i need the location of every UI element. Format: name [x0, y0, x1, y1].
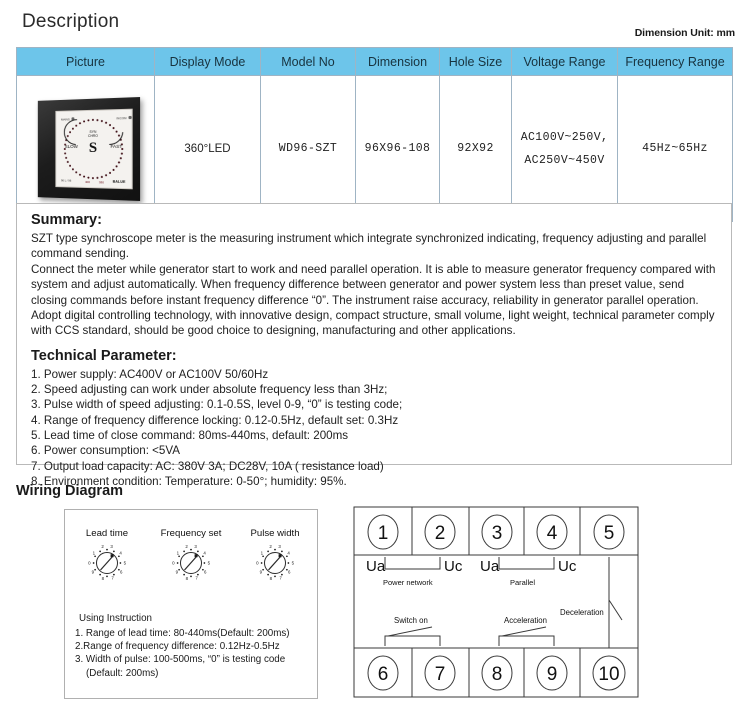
column-header-display-mode: Display Mode [155, 48, 261, 76]
meter-sync-bottom: CHRO [87, 133, 98, 138]
meter-scale-right: 380 [98, 179, 104, 184]
meter-fast-label: FAST [109, 143, 122, 149]
page-title: Description [22, 11, 120, 32]
summary-paragraph-2: Connect the meter while generator start to work and need parallel operation. It is able to measure generator frequency compared with system and adjust automatically. When frequency difference between generator and power system less than preset value, send closing commands before instant frequency difference “0”. The instrument raise accuracy, reliability in generator parallel operation. Adopt digital controlling technology, with innovative design, compact structure, small volume, light weight, technical parameter comply with CCS standard, should be good choice to designing, manufacturing and other applications. [31, 262, 716, 338]
technical-item: 5. Lead time of close command: 80ms-440ms, default: 200ms [31, 429, 349, 443]
terminal-number: 5 [603, 523, 615, 544]
svg-text:6: 6 [119, 569, 123, 575]
meter-body [37, 97, 139, 201]
meter-sync-top: SYN [88, 129, 96, 134]
svg-text:0: 0 [88, 560, 91, 566]
label-acceleration: Acceleration [504, 616, 547, 625]
svg-text:5: 5 [207, 560, 211, 566]
terminal-diagram [352, 505, 640, 701]
meter-dot [68, 164, 70, 167]
meter-dot [100, 175, 103, 178]
meter-sync-label [56, 129, 131, 138]
technical-heading: Technical Parameter: [31, 347, 177, 364]
svg-text:7: 7 [111, 575, 114, 581]
summary-heading: Summary: [31, 212, 102, 228]
meter-dot [117, 161, 120, 164]
label-deceleration: Deceleration [560, 608, 604, 617]
using-instruction-item: (Default: 200ms) [86, 667, 159, 679]
meter-dot [104, 173, 107, 176]
summary-paragraph-1: SZT type synchroscope meter is the measuring instrument which integrate synchronized indicating, frequency adjusting and parallel command sending. [31, 232, 707, 261]
meter-dot [115, 165, 118, 168]
meter-dot [91, 118, 94, 121]
terminal-number: 7 [434, 664, 446, 685]
label-uc-power: Uc [444, 558, 463, 575]
meter-center-letter: S [88, 139, 97, 156]
label-ua-parallel: Ua [480, 558, 500, 575]
svg-text:3: 3 [194, 544, 197, 549]
wiring-diagram-heading: Wiring Diagram [16, 483, 124, 499]
label-power-network: Power network [383, 578, 433, 587]
terminal-number: 3 [491, 523, 503, 544]
dial-lead-time-label: Lead time [85, 528, 129, 539]
summary-technical-box [16, 203, 732, 488]
svg-text:8: 8 [101, 575, 105, 581]
svg-text:2: 2 [185, 544, 188, 549]
svg-text:3: 3 [110, 544, 113, 549]
meter-slow-label: SLOW [64, 143, 78, 149]
svg-text:8: 8 [185, 575, 189, 581]
cell-dimension: 96X96-108 [356, 76, 440, 222]
column-header-frequency-range: Frequency Range [618, 48, 733, 76]
meter-dot [87, 119, 90, 122]
svg-text:0: 0 [256, 560, 259, 566]
cell-picture [17, 76, 155, 222]
technical-item: 1. Power supply: AC400V or AC100V 50/60Hz [31, 367, 269, 381]
label-uc-parallel: Uc [558, 558, 577, 575]
technical-item: 2. Speed adjusting can work under absolute frequency less than 3Hz; [31, 383, 388, 397]
svg-text:5: 5 [123, 560, 127, 566]
table-header-row [17, 48, 733, 76]
svg-text:6: 6 [203, 569, 207, 575]
using-instruction-item: 2.Range of frequency difference: 0.12Hz-0.5Hz [75, 641, 280, 653]
column-header-voltage-range: Voltage Range [512, 48, 618, 76]
cell-voltage-range [512, 76, 618, 222]
terminal-number: 8 [491, 664, 503, 685]
svg-text:6: 6 [287, 569, 291, 575]
label-ua-power: Ua [366, 558, 386, 575]
column-header-model-no: Model No [261, 48, 356, 76]
svg-text:9: 9 [175, 569, 179, 575]
svg-text:8: 8 [269, 575, 273, 581]
terminal-number: 10 [598, 664, 620, 685]
meter-brand-logo: BALUE [112, 179, 125, 184]
dial-lead-time [70, 528, 144, 584]
meter-dot [82, 175, 85, 178]
terminal-number: 1 [377, 523, 389, 544]
using-instruction-item: 3. Width of pulse: 100-500ms, “0” is testing code [75, 654, 286, 666]
technical-item: 6. Power consumption: <5VA [31, 444, 180, 458]
label-parallel: Parallel [510, 578, 536, 587]
svg-text:2: 2 [101, 544, 104, 549]
meter-face [55, 108, 132, 189]
svg-text:2: 2 [269, 544, 272, 549]
synchroscope-meter-image [27, 93, 145, 205]
svg-text:1: 1 [92, 550, 96, 556]
rotary-knob-icon [164, 542, 218, 584]
svg-text:9: 9 [259, 569, 263, 575]
voltage-range-line-1: AC100V~250V, [520, 130, 609, 144]
dial-frequency-set [154, 528, 228, 584]
meter-dot [71, 167, 73, 170]
technical-item: 8. Environment condition: Temperature: 0-50°; humidity: 95%. [31, 474, 347, 488]
label-switch-on: Switch on [394, 616, 428, 625]
meter-dot [96, 118, 99, 121]
svg-text:7: 7 [279, 575, 282, 581]
svg-text:7: 7 [195, 575, 198, 581]
svg-text:9: 9 [91, 569, 95, 575]
column-header-picture: Picture [17, 48, 155, 76]
dials-row [65, 528, 317, 584]
technical-item: 3. Pulse width of speed adjusting: 0.1-0.5S, level 0-9, “0” is testing code; [31, 398, 403, 412]
svg-text:4: 4 [119, 550, 122, 556]
terminal-number: 2 [434, 523, 446, 544]
using-instruction-title: Using Instruction [79, 613, 152, 624]
cell-model-no: WD96-SZT [261, 76, 356, 222]
terminal-number: 6 [377, 664, 389, 685]
terminal-wiring-panel [352, 505, 640, 701]
meter-dot [66, 160, 68, 163]
svg-text:3: 3 [278, 544, 281, 549]
dial-pulse-width-label: Pulse width [250, 528, 300, 539]
meter-dot [74, 170, 77, 173]
rotary-knob-icon [248, 542, 302, 584]
svg-text:0: 0 [172, 560, 175, 566]
meter-dot [112, 168, 115, 171]
meter-dot [96, 176, 99, 179]
svg-text:4: 4 [203, 550, 206, 556]
using-instruction-item: 1. Range of lead time: 80-440ms(Default: 200ms) [75, 628, 290, 639]
column-header-dimension: Dimension [356, 48, 440, 76]
dimension-unit-note: Dimension Unit: mm [634, 27, 735, 39]
dial-pulse-width [238, 528, 312, 584]
meter-model-tag: 96 L / 96 [60, 177, 71, 183]
terminal-number: 9 [546, 664, 558, 685]
rotary-knob-icon [80, 542, 134, 584]
meter-dot [78, 173, 81, 176]
technical-parameter-list [31, 367, 719, 489]
meter-dot [108, 171, 111, 174]
dial-frequency-set-label: Frequency set [160, 528, 222, 539]
meter-dot [91, 176, 94, 179]
dial-settings-panel [64, 509, 318, 699]
table-row [17, 76, 733, 222]
using-instruction-list [75, 627, 311, 680]
meter-lamp-right-label: INCOM [115, 115, 126, 120]
terminal-number: 4 [546, 523, 558, 544]
cell-frequency-range: 45Hz~65Hz [618, 76, 733, 222]
meter-dot [87, 176, 90, 179]
cell-display-mode: 360°LED [155, 76, 261, 222]
svg-text:4: 4 [287, 550, 290, 556]
technical-item: 7. Output load capacity: AC: 380V 3A; DC28V, 10A ( resistance load) [31, 459, 384, 473]
meter-lamp-left-label: MAINS [60, 116, 70, 122]
svg-text:1: 1 [260, 550, 264, 556]
cell-hole-size: 92X92 [440, 76, 512, 222]
voltage-range-line-2: AC250V~450V [524, 153, 605, 167]
specification-table [16, 47, 733, 222]
technical-item: 4. Range of frequency difference locking: 0.12-0.5Hz, default set: 0.3Hz [31, 413, 399, 427]
column-header-hole-size: Hole Size [440, 48, 512, 76]
svg-text:5: 5 [291, 560, 295, 566]
meter-scale-left: 400 [84, 179, 90, 184]
svg-text:1: 1 [176, 550, 180, 556]
